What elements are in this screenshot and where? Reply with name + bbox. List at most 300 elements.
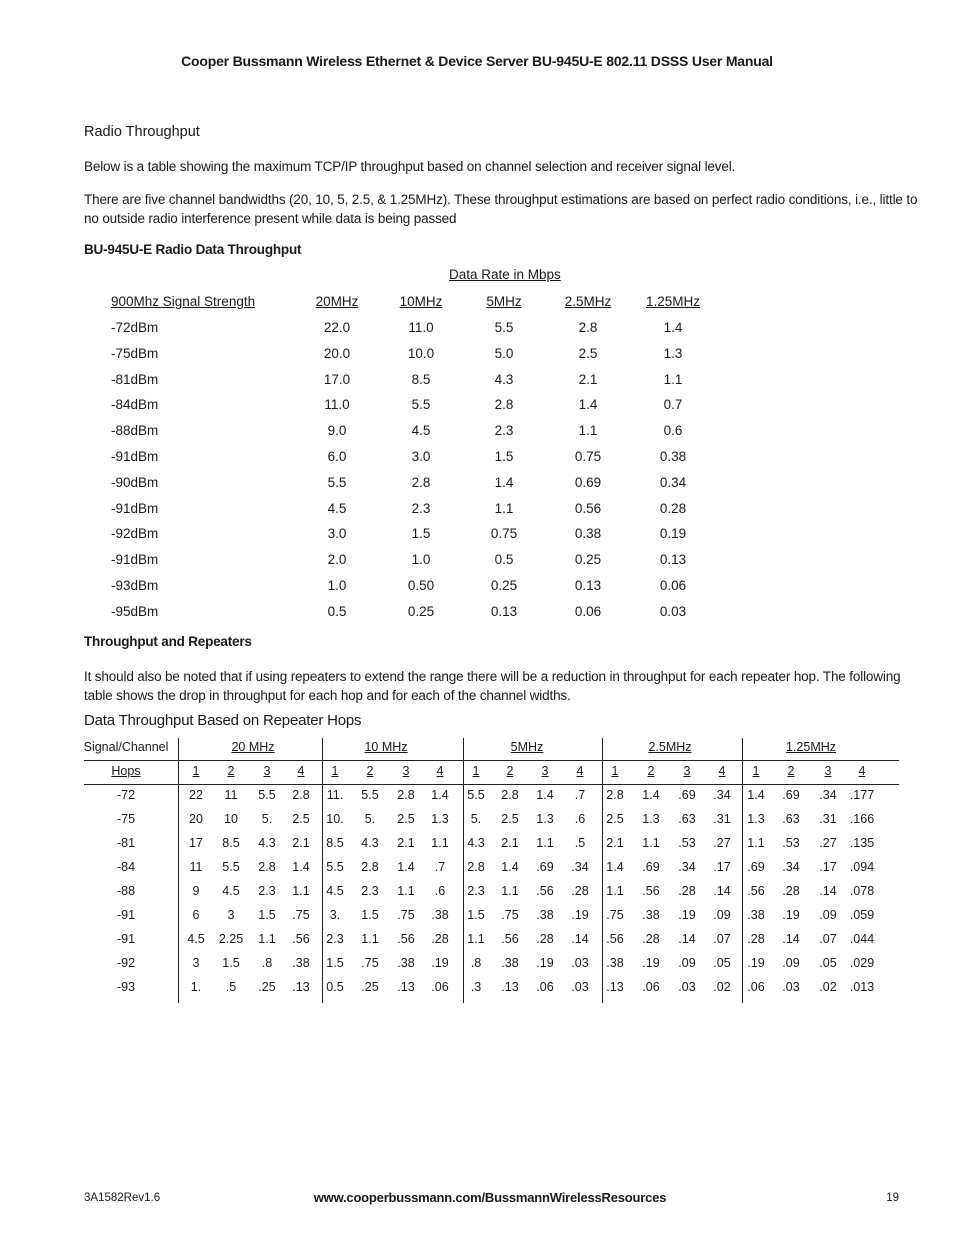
table2-value-cell: 1.4 bbox=[292, 860, 310, 874]
table2-value-cell: .38 bbox=[397, 956, 415, 970]
table2-value-cell: 5.5 bbox=[326, 860, 344, 874]
throughput-cell: 0.13 bbox=[490, 603, 518, 619]
signal-strength-cell: -81dBm bbox=[111, 371, 159, 387]
throughput-cell: 4.5 bbox=[411, 423, 431, 439]
table2-signal-cell: -84 bbox=[116, 860, 136, 874]
table1-header-10mhz: 10MHz bbox=[399, 294, 443, 309]
table2-value-cell: 2.8 bbox=[361, 860, 379, 874]
table2-value-cell: .03 bbox=[571, 980, 589, 994]
table2-value-cell: .28 bbox=[747, 932, 765, 946]
table2-value-cell: .078 bbox=[849, 884, 875, 898]
table2-divider bbox=[602, 738, 603, 1003]
signal-strength-cell: -92dBm bbox=[111, 526, 159, 542]
bandwidth-paragraph-line1: There are five channel bandwidths (20, 10, 5, 2.5, & 1.25MHz). These throughput estimations are based on perfect radio conditions, i.e., little to bbox=[84, 192, 918, 207]
table2-value-cell: 2.1 bbox=[606, 836, 624, 850]
table2-value-cell: .69 bbox=[678, 788, 696, 802]
throughput-cell: 2.3 bbox=[411, 500, 431, 516]
table2-value-cell: .69 bbox=[782, 788, 800, 802]
table2-value-cell: 10 bbox=[224, 812, 238, 826]
table2-value-cell: 1.1 bbox=[606, 884, 624, 898]
table2-value-cell: .013 bbox=[849, 980, 875, 994]
table2-signal-cell: -81 bbox=[116, 836, 136, 850]
throughput-cell: 2.8 bbox=[411, 474, 431, 490]
table2-corner-top: Signal/Channel bbox=[83, 740, 169, 754]
table2-value-cell: 5. bbox=[364, 812, 376, 826]
table2-title: Data Throughput Based on Repeater Hops bbox=[84, 712, 362, 729]
throughput-cell: 2.5 bbox=[578, 345, 598, 361]
table2-signal-cell: -88 bbox=[116, 884, 136, 898]
repeaters-title: Throughput and Repeaters bbox=[84, 634, 252, 649]
table2-value-cell: 1.5 bbox=[222, 956, 240, 970]
table1-header-20mhz: 20MHz bbox=[315, 294, 359, 309]
table-row bbox=[111, 449, 711, 469]
table2-value-cell: 1.3 bbox=[642, 812, 660, 826]
table2-hop-header: 4 bbox=[576, 764, 584, 778]
table2-value-cell: .28 bbox=[571, 884, 589, 898]
section-title: Radio Throughput bbox=[84, 124, 200, 140]
throughput-cell: 6.0 bbox=[327, 449, 347, 464]
table2-value-cell: 1.1 bbox=[361, 932, 379, 946]
table2-value-cell: 1.4 bbox=[536, 788, 554, 802]
table1-title: BU-945U-E Radio Data Throughput bbox=[84, 242, 302, 257]
throughput-cell: 22.0 bbox=[323, 320, 351, 335]
table2-value-cell: 20 bbox=[189, 812, 203, 826]
throughput-cell: 0.75 bbox=[490, 526, 518, 542]
throughput-cell: 0.25 bbox=[407, 603, 435, 619]
intro-paragraph: Below is a table showing the maximum TCP/IP throughput based on channel selection and receiver signal level. bbox=[84, 159, 736, 174]
throughput-cell: 0.06 bbox=[659, 578, 687, 593]
table2-hop-header: 3 bbox=[541, 764, 549, 778]
signal-strength-cell: -90dBm bbox=[111, 474, 159, 490]
throughput-cell: 0.28 bbox=[659, 500, 687, 516]
table2-value-cell: 2.5 bbox=[501, 812, 519, 826]
table2-value-cell: .07 bbox=[713, 932, 731, 946]
throughput-cell: 5.5 bbox=[494, 320, 514, 335]
throughput-cell: 1.1 bbox=[663, 371, 683, 387]
table2-hop-header: 1 bbox=[331, 764, 339, 778]
table2-value-cell: .69 bbox=[536, 860, 554, 874]
table2-value-cell: .03 bbox=[571, 956, 589, 970]
throughput-cell: 5.5 bbox=[327, 474, 347, 490]
table2-value-cell: .5 bbox=[225, 980, 237, 994]
table2-value-cell: .135 bbox=[849, 836, 875, 850]
table2-value-cell: .56 bbox=[536, 884, 554, 898]
table2-value-cell: .02 bbox=[713, 980, 731, 994]
repeaters-paragraph-line2: table shows the drop in throughput for each hop and for each of the channel widths. bbox=[84, 688, 571, 703]
table2-value-cell: .28 bbox=[642, 932, 660, 946]
table1-header-5mhz: 5MHz bbox=[486, 294, 522, 309]
table2-value-cell: 1.5 bbox=[467, 908, 485, 922]
table2-value-cell: .14 bbox=[782, 932, 800, 946]
table2-value-cell: .28 bbox=[782, 884, 800, 898]
table2-value-cell: .69 bbox=[642, 860, 660, 874]
table2-value-cell: 2.8 bbox=[397, 788, 415, 802]
table2-value-cell: .53 bbox=[678, 836, 696, 850]
table2-value-cell: .27 bbox=[713, 836, 731, 850]
table2-group-2-5mhz: 2.5MHz bbox=[648, 740, 692, 754]
table2-value-cell: 8.5 bbox=[326, 836, 344, 850]
table2-value-cell: 8.5 bbox=[222, 836, 240, 850]
table2-hop-header: 3 bbox=[683, 764, 691, 778]
table2-value-cell: 1.1 bbox=[747, 836, 765, 850]
table2-value-cell: 2.8 bbox=[292, 788, 310, 802]
table1-header-2-5mhz: 2.5MHz bbox=[564, 294, 612, 309]
table2-value-cell: .34 bbox=[782, 860, 800, 874]
table2-value-cell: 4.5 bbox=[222, 884, 240, 898]
table2-value-cell: .044 bbox=[849, 932, 875, 946]
table2-value-cell: 1.1 bbox=[501, 884, 519, 898]
table-row bbox=[111, 552, 711, 572]
table2-value-cell: 2.3 bbox=[361, 884, 379, 898]
table-row bbox=[111, 526, 711, 546]
table2-value-cell: .09 bbox=[713, 908, 731, 922]
throughput-cell: 0.34 bbox=[659, 474, 687, 490]
table2-value-cell: 1.4 bbox=[501, 860, 519, 874]
throughput-cell: 2.8 bbox=[578, 320, 598, 335]
table2-value-cell: 5.5 bbox=[222, 860, 240, 874]
throughput-cell: 0.13 bbox=[574, 578, 602, 593]
table2-value-cell: 3. bbox=[329, 908, 341, 922]
table2-value-cell: 5.5 bbox=[361, 788, 379, 802]
table2-hop-header: 1 bbox=[752, 764, 760, 778]
table2-value-cell: .19 bbox=[571, 908, 589, 922]
table2-value-cell: 2.8 bbox=[258, 860, 276, 874]
throughput-cell: 5.0 bbox=[494, 345, 514, 361]
table2-value-cell: .7 bbox=[434, 860, 446, 874]
table2-value-cell: 2.1 bbox=[292, 836, 310, 850]
table2-value-cell: 5. bbox=[470, 812, 482, 826]
table2-signal-cell: -75 bbox=[116, 812, 136, 826]
table2-value-cell: 2.5 bbox=[397, 812, 415, 826]
table2-value-cell: .56 bbox=[606, 932, 624, 946]
table2-hop-header: 4 bbox=[858, 764, 866, 778]
table2-value-cell: .094 bbox=[849, 860, 875, 874]
throughput-cell: 5.5 bbox=[411, 397, 431, 413]
table2-hop-header: 1 bbox=[472, 764, 480, 778]
table2-value-cell: .8 bbox=[261, 956, 273, 970]
table2-value-cell: .28 bbox=[536, 932, 554, 946]
table2-hop-header: 2 bbox=[787, 764, 795, 778]
table-row bbox=[111, 604, 711, 624]
table2-value-cell: 1.3 bbox=[431, 812, 449, 826]
table2-value-cell: 1.3 bbox=[536, 812, 554, 826]
table2-value-cell: .09 bbox=[678, 956, 696, 970]
table2-value-cell: .75 bbox=[606, 908, 624, 922]
table2-value-cell: .56 bbox=[397, 932, 415, 946]
table-row bbox=[111, 501, 711, 521]
throughput-cell: 1.1 bbox=[494, 500, 514, 516]
throughput-cell: 1.5 bbox=[411, 526, 431, 542]
table2-group-1-25mhz: 1.25MHz bbox=[785, 740, 837, 754]
signal-strength-cell: -93dBm bbox=[111, 578, 159, 593]
throughput-cell: 0.06 bbox=[574, 603, 602, 619]
table2-value-cell: .06 bbox=[642, 980, 660, 994]
table2-value-cell: .09 bbox=[782, 956, 800, 970]
throughput-cell: 0.6 bbox=[663, 423, 683, 439]
table2-value-cell: 0.5 bbox=[326, 980, 344, 994]
table2-value-cell: .03 bbox=[678, 980, 696, 994]
table2-hop-header: 3 bbox=[263, 764, 271, 778]
table2-value-cell: .56 bbox=[292, 932, 310, 946]
table2-value-cell: 2.5 bbox=[292, 812, 310, 826]
table1-caption: Data Rate in Mbps bbox=[449, 267, 561, 282]
signal-strength-cell: -95dBm bbox=[111, 603, 159, 619]
throughput-cell: 0.7 bbox=[663, 397, 683, 413]
table2-value-cell: .3 bbox=[470, 980, 482, 994]
table2-value-cell: .34 bbox=[571, 860, 589, 874]
throughput-cell: 0.38 bbox=[659, 449, 687, 464]
table2-value-cell: .06 bbox=[747, 980, 765, 994]
throughput-cell: 4.3 bbox=[494, 371, 514, 387]
table2-value-cell: 4.5 bbox=[187, 932, 205, 946]
table2-group-20mhz: 20 MHz bbox=[231, 740, 275, 754]
table2-value-cell: .75 bbox=[397, 908, 415, 922]
signal-strength-cell: -91dBm bbox=[111, 500, 159, 516]
signal-strength-cell: -84dBm bbox=[111, 397, 159, 413]
table2-signal-cell: -93 bbox=[116, 980, 136, 994]
table2-corner-bottom: Hops bbox=[111, 764, 141, 778]
table2-group-5mhz: 5MHz bbox=[510, 740, 544, 754]
table2-value-cell: .17 bbox=[819, 860, 837, 874]
table2-value-cell: 10. bbox=[326, 812, 344, 826]
table2-value-cell: .059 bbox=[849, 908, 875, 922]
table2-value-cell: .34 bbox=[819, 788, 837, 802]
signal-strength-cell: -72dBm bbox=[111, 320, 159, 335]
throughput-cell: 3.0 bbox=[411, 449, 431, 464]
table2-value-cell: 1.4 bbox=[642, 788, 660, 802]
table2-value-cell: 11 bbox=[224, 788, 238, 802]
table2-value-cell: 1. bbox=[190, 980, 202, 994]
table2-hop-header: 2 bbox=[366, 764, 374, 778]
table-row bbox=[111, 423, 711, 443]
table2-value-cell: .09 bbox=[819, 908, 837, 922]
table2-value-cell: .19 bbox=[536, 956, 554, 970]
table2-value-cell: .38 bbox=[536, 908, 554, 922]
table2-value-cell: .166 bbox=[849, 812, 875, 826]
table2-value-cell: .31 bbox=[819, 812, 837, 826]
throughput-cell: 0.25 bbox=[490, 578, 518, 593]
table2-value-cell: .19 bbox=[642, 956, 660, 970]
doc-id: 3A1582Rev1.6 bbox=[84, 1192, 161, 1204]
table2-value-cell: .56 bbox=[501, 932, 519, 946]
table2-value-cell: .14 bbox=[678, 932, 696, 946]
table2-value-cell: 4.3 bbox=[361, 836, 379, 850]
table2-value-cell: 1.1 bbox=[258, 932, 276, 946]
table2-divider bbox=[178, 738, 179, 1003]
table1-header-row bbox=[111, 294, 711, 312]
table2-value-cell: .03 bbox=[782, 980, 800, 994]
table2-value-cell: 17 bbox=[189, 836, 203, 850]
table2-value-cell: .029 bbox=[849, 956, 875, 970]
table2-value-cell: .28 bbox=[678, 884, 696, 898]
table2-hop-header: 4 bbox=[297, 764, 305, 778]
table2-value-cell: .05 bbox=[819, 956, 837, 970]
throughput-cell: 0.5 bbox=[494, 552, 514, 568]
table2-value-cell: 5.5 bbox=[258, 788, 276, 802]
table2-value-cell: .63 bbox=[782, 812, 800, 826]
table2-value-cell: 1.1 bbox=[292, 884, 310, 898]
table2-value-cell: .75 bbox=[501, 908, 519, 922]
table2-value-cell: 1.5 bbox=[361, 908, 379, 922]
throughput-cell: 1.4 bbox=[494, 474, 514, 490]
table2-value-cell: .02 bbox=[819, 980, 837, 994]
table2-signal-cell: -91 bbox=[116, 908, 136, 922]
table2-value-cell: .7 bbox=[574, 788, 586, 802]
table2-divider bbox=[463, 738, 464, 1003]
repeaters-paragraph-line1: It should also be noted that if using repeaters to extend the range there will be a reduction in throughput for each repeater hop. The following bbox=[84, 669, 901, 684]
table2-value-cell: .75 bbox=[361, 956, 379, 970]
table2-value-cell: 1.1 bbox=[397, 884, 415, 898]
table2-value-cell: .13 bbox=[606, 980, 624, 994]
table2-value-cell: .13 bbox=[292, 980, 310, 994]
table2-value-cell: .34 bbox=[678, 860, 696, 874]
table2-signal-cell: -72 bbox=[116, 788, 136, 802]
table2-value-cell: 2.3 bbox=[258, 884, 276, 898]
table2-value-cell: 1.4 bbox=[431, 788, 449, 802]
table2-value-cell: 2.3 bbox=[467, 884, 485, 898]
throughput-cell: 0.69 bbox=[574, 474, 602, 490]
table2-value-cell: .14 bbox=[571, 932, 589, 946]
table2-value-cell: .27 bbox=[819, 836, 837, 850]
table2-value-cell: .56 bbox=[747, 884, 765, 898]
throughput-cell: 0.50 bbox=[407, 578, 435, 593]
table2-value-cell: 3 bbox=[227, 908, 235, 922]
table-row bbox=[111, 372, 711, 392]
signal-strength-cell: -91dBm bbox=[111, 449, 159, 464]
table2-value-cell: .5 bbox=[574, 836, 586, 850]
table2-value-cell: 5.5 bbox=[467, 788, 485, 802]
table2-value-cell: 2.1 bbox=[397, 836, 415, 850]
throughput-cell: 0.5 bbox=[327, 603, 347, 619]
throughput-cell: 0.75 bbox=[574, 449, 602, 464]
table2-divider bbox=[742, 738, 743, 1003]
table-row bbox=[111, 475, 711, 495]
table2-value-cell: .56 bbox=[642, 884, 660, 898]
table2-hop-header: 1 bbox=[192, 764, 200, 778]
signal-strength-cell: -75dBm bbox=[111, 345, 159, 361]
throughput-cell: 1.1 bbox=[578, 423, 598, 439]
throughput-cell: 20.0 bbox=[323, 345, 351, 361]
signal-strength-cell: -91dBm bbox=[111, 552, 159, 568]
table-row bbox=[111, 320, 711, 340]
table2-hop-header: 1 bbox=[611, 764, 619, 778]
table2-value-cell: .38 bbox=[501, 956, 519, 970]
table2-value-cell: .17 bbox=[713, 860, 731, 874]
table2-value-cell: .13 bbox=[501, 980, 519, 994]
table2-value-cell: .13 bbox=[397, 980, 415, 994]
throughput-cell: 8.5 bbox=[411, 371, 431, 387]
throughput-cell: 2.0 bbox=[327, 552, 347, 568]
table2-hop-header: 4 bbox=[718, 764, 726, 778]
table2-value-cell: .63 bbox=[678, 812, 696, 826]
table2-value-cell: .19 bbox=[782, 908, 800, 922]
table2-value-cell: 1.1 bbox=[467, 932, 485, 946]
table2-value-cell: 1.1 bbox=[536, 836, 554, 850]
table2-value-cell: 2.3 bbox=[326, 932, 344, 946]
table2-value-cell: 2.8 bbox=[606, 788, 624, 802]
table2-value-cell: .8 bbox=[470, 956, 482, 970]
table2-value-cell: .28 bbox=[431, 932, 449, 946]
throughput-cell: 0.19 bbox=[659, 526, 687, 542]
table2-value-cell: .38 bbox=[431, 908, 449, 922]
table2-value-cell: .177 bbox=[849, 788, 875, 802]
table2-hop-header: 2 bbox=[506, 764, 514, 778]
table2-value-cell: .38 bbox=[292, 956, 310, 970]
throughput-cell: 0.03 bbox=[659, 603, 687, 619]
table2-value-cell: 2.1 bbox=[501, 836, 519, 850]
table2-value-cell: 5. bbox=[261, 812, 273, 826]
table2-value-cell: .38 bbox=[642, 908, 660, 922]
table2-signal-cell: -92 bbox=[116, 956, 136, 970]
bandwidth-paragraph-line2: no outside radio interference present while data is being passed bbox=[84, 211, 457, 226]
table2-value-cell: 6 bbox=[192, 908, 200, 922]
table-row bbox=[111, 578, 711, 598]
table2-value-cell: 2.8 bbox=[501, 788, 519, 802]
table2-value-cell: 4.3 bbox=[467, 836, 485, 850]
table2-value-cell: 1.5 bbox=[258, 908, 276, 922]
table2-hops-divider bbox=[84, 784, 899, 785]
throughput-cell: 11.0 bbox=[408, 320, 434, 335]
table2-value-cell: .25 bbox=[361, 980, 379, 994]
table2-value-cell: 1.5 bbox=[326, 956, 344, 970]
table-row bbox=[111, 346, 711, 366]
throughput-cell: 1.0 bbox=[327, 578, 347, 593]
throughput-cell: 1.0 bbox=[411, 552, 431, 568]
throughput-cell: 0.13 bbox=[659, 552, 687, 568]
table2-value-cell: .14 bbox=[713, 884, 731, 898]
table2-value-cell: .19 bbox=[431, 956, 449, 970]
throughput-cell: 17.0 bbox=[323, 371, 351, 387]
table2-value-cell: 1.1 bbox=[431, 836, 449, 850]
table-row bbox=[111, 397, 711, 417]
table2-value-cell: .25 bbox=[258, 980, 276, 994]
throughput-cell: 4.5 bbox=[327, 500, 347, 516]
table2-hop-header: 2 bbox=[647, 764, 655, 778]
table2-header-divider bbox=[84, 760, 899, 761]
throughput-cell: 2.8 bbox=[494, 397, 514, 413]
throughput-cell: 0.25 bbox=[574, 552, 602, 568]
table2-value-cell: 1.3 bbox=[747, 812, 765, 826]
table2-value-cell: .19 bbox=[678, 908, 696, 922]
table2-value-cell: 1.1 bbox=[642, 836, 660, 850]
table2-value-cell: 2.5 bbox=[606, 812, 624, 826]
table2-value-cell: .19 bbox=[747, 956, 765, 970]
throughput-cell: 3.0 bbox=[327, 526, 347, 542]
throughput-cell: 1.4 bbox=[663, 320, 683, 335]
footer-url: www.cooperbussmann.com/BussmannWirelessResources bbox=[313, 1190, 667, 1205]
throughput-cell: 1.5 bbox=[494, 449, 514, 464]
table2-value-cell: 11. bbox=[326, 788, 344, 802]
table2-hop-header: 2 bbox=[227, 764, 235, 778]
page-number: 19 bbox=[886, 1192, 899, 1204]
throughput-cell: 10.0 bbox=[407, 345, 435, 361]
throughput-cell: 11.0 bbox=[324, 397, 350, 413]
page-header: Cooper Bussmann Wireless Ethernet & Device Server BU-945U-E 802.11 DSSS User Manual bbox=[181, 53, 773, 69]
table2-value-cell: .14 bbox=[819, 884, 837, 898]
table2-value-cell: .06 bbox=[536, 980, 554, 994]
table2-group-10mhz: 10 MHz bbox=[364, 740, 408, 754]
table2-value-cell: .75 bbox=[292, 908, 310, 922]
table2-hop-header: 3 bbox=[824, 764, 832, 778]
table2-value-cell: 22 bbox=[189, 788, 203, 802]
table2-value-cell: .05 bbox=[713, 956, 731, 970]
throughput-cell: 1.3 bbox=[663, 345, 683, 361]
table2-value-cell: 4.5 bbox=[326, 884, 344, 898]
table2-value-cell: .38 bbox=[747, 908, 765, 922]
table2-value-cell: .53 bbox=[782, 836, 800, 850]
table2-value-cell: 1.4 bbox=[747, 788, 765, 802]
table2-divider bbox=[322, 738, 323, 1003]
